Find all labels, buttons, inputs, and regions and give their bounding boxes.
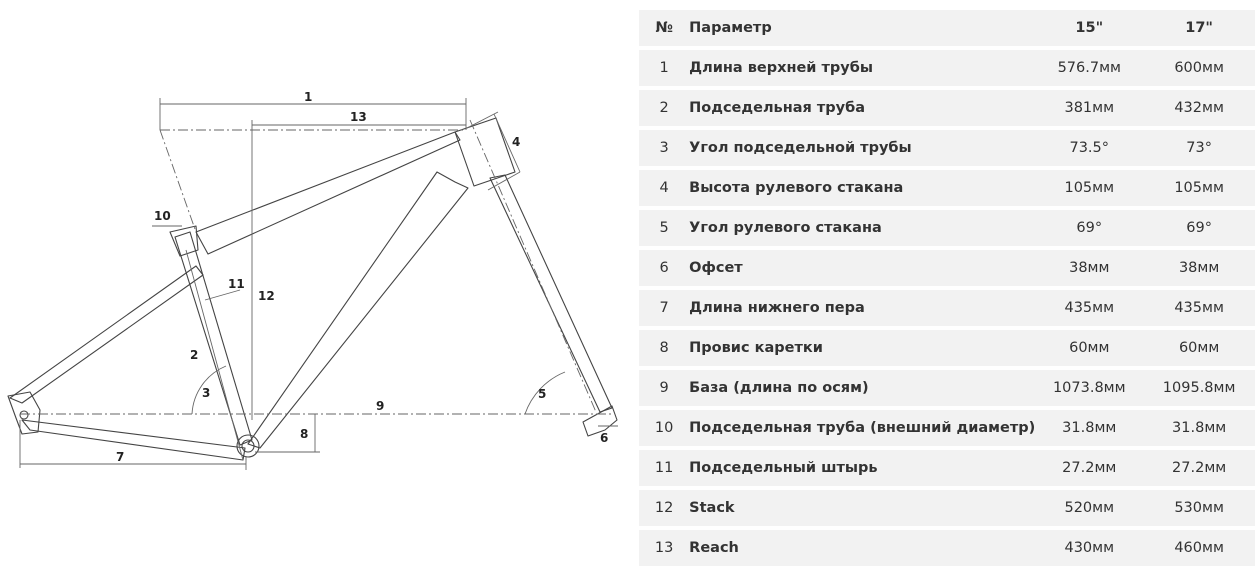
row-value-15: 381мм	[1035, 90, 1143, 126]
row-value-17: 69°	[1143, 210, 1255, 246]
row-value-15: 69°	[1035, 210, 1143, 246]
row-num: 10	[639, 410, 689, 446]
dim-label-5: 5	[538, 387, 547, 401]
table-row	[639, 170, 1255, 206]
row-value-15: 520мм	[1035, 490, 1143, 526]
header-num: №	[639, 10, 689, 46]
row-num: 5	[639, 210, 689, 246]
row-value-17: 1095.8мм	[1143, 370, 1255, 406]
header-param: Параметр	[689, 10, 1035, 46]
rear-axle	[20, 411, 28, 419]
table-row	[639, 370, 1255, 406]
row-value-17: 460мм	[1143, 530, 1255, 566]
row-num: 3	[639, 130, 689, 166]
dim-label-4: 4	[512, 135, 521, 149]
table-row	[639, 210, 1255, 246]
row-num: 12	[639, 490, 689, 526]
dim-label-13: 13	[350, 110, 367, 124]
row-num: 13	[639, 530, 689, 566]
table-row	[639, 250, 1255, 286]
rear-dropout	[8, 392, 40, 434]
fork	[490, 175, 612, 412]
row-value-15: 430мм	[1035, 530, 1143, 566]
row-param: Stack	[689, 490, 1035, 526]
down-tube	[248, 172, 468, 448]
row-param: Угол рулевого стакана	[689, 210, 1035, 246]
dim-label-11: 11	[228, 277, 245, 291]
row-value-17: 105мм	[1143, 170, 1255, 206]
dim-label-9: 9	[376, 399, 385, 413]
dim-label-10: 10	[154, 209, 171, 223]
row-num: 6	[639, 250, 689, 286]
row-param: Подседельная труба	[689, 90, 1035, 126]
table-row	[639, 490, 1255, 526]
geometry-table	[639, 6, 1255, 570]
dim-label-2: 2	[190, 348, 199, 362]
row-value-15: 31.8мм	[1035, 410, 1143, 446]
table-row	[639, 130, 1255, 166]
row-value-15: 576.7мм	[1035, 50, 1143, 86]
table-row	[639, 330, 1255, 366]
row-value-15: 105мм	[1035, 170, 1143, 206]
row-num: 7	[639, 290, 689, 326]
table-row	[639, 410, 1255, 446]
row-param: Reach	[689, 530, 1035, 566]
row-num: 4	[639, 170, 689, 206]
row-value-15: 1073.8мм	[1035, 370, 1143, 406]
row-num: 9	[639, 370, 689, 406]
row-value-17: 73°	[1143, 130, 1255, 166]
seat-tube	[175, 232, 252, 445]
table-row	[639, 50, 1255, 86]
row-param: Провис каретки	[689, 330, 1035, 366]
dim-label-12: 12	[258, 289, 275, 303]
row-value-17: 600мм	[1143, 50, 1255, 86]
row-value-17: 432мм	[1143, 90, 1255, 126]
table-row	[639, 290, 1255, 326]
seat-tube-top	[170, 226, 198, 256]
row-value-17: 530мм	[1143, 490, 1255, 526]
row-value-15: 38мм	[1035, 250, 1143, 286]
row-value-15: 435мм	[1035, 290, 1143, 326]
dim-label-3: 3	[202, 386, 211, 400]
row-value-15: 27.2мм	[1035, 450, 1143, 486]
chain-stay	[22, 420, 245, 460]
row-value-17: 31.8мм	[1143, 410, 1255, 446]
top-tube	[196, 132, 460, 254]
seat-stay	[10, 266, 203, 403]
header-size-15: 15"	[1035, 10, 1143, 46]
table-header-row	[639, 10, 1255, 46]
row-value-15: 73.5°	[1035, 130, 1143, 166]
row-value-15: 60мм	[1035, 330, 1143, 366]
row-param: База (длина по осям)	[689, 370, 1035, 406]
header-size-17: 17"	[1143, 10, 1255, 46]
head-tube	[455, 118, 515, 186]
row-value-17: 27.2мм	[1143, 450, 1255, 486]
dim-label-6: 6	[600, 431, 609, 445]
table-row	[639, 450, 1255, 486]
row-param: Подседельный штырь	[689, 450, 1035, 486]
row-param: Длина верхней трубы	[689, 50, 1035, 86]
row-param: Угол подседельной трубы	[689, 130, 1035, 166]
dim-label-7: 7	[116, 450, 125, 464]
row-value-17: 435мм	[1143, 290, 1255, 326]
row-value-17: 60мм	[1143, 330, 1255, 366]
table-row	[639, 530, 1255, 566]
row-num: 1	[639, 50, 689, 86]
row-param: Подседельная труба (внешний диаметр)	[689, 410, 1035, 446]
frame-geometry-diagram	[0, 0, 630, 565]
row-num: 8	[639, 330, 689, 366]
row-value-17: 38мм	[1143, 250, 1255, 286]
row-num: 11	[639, 450, 689, 486]
dim-label-8: 8	[300, 427, 309, 441]
row-param: Длина нижнего пера	[689, 290, 1035, 326]
row-param: Офсет	[689, 250, 1035, 286]
row-num: 2	[639, 90, 689, 126]
table-row	[639, 90, 1255, 126]
row-param: Высота рулевого стакана	[689, 170, 1035, 206]
dim-label-1: 1	[304, 90, 313, 104]
